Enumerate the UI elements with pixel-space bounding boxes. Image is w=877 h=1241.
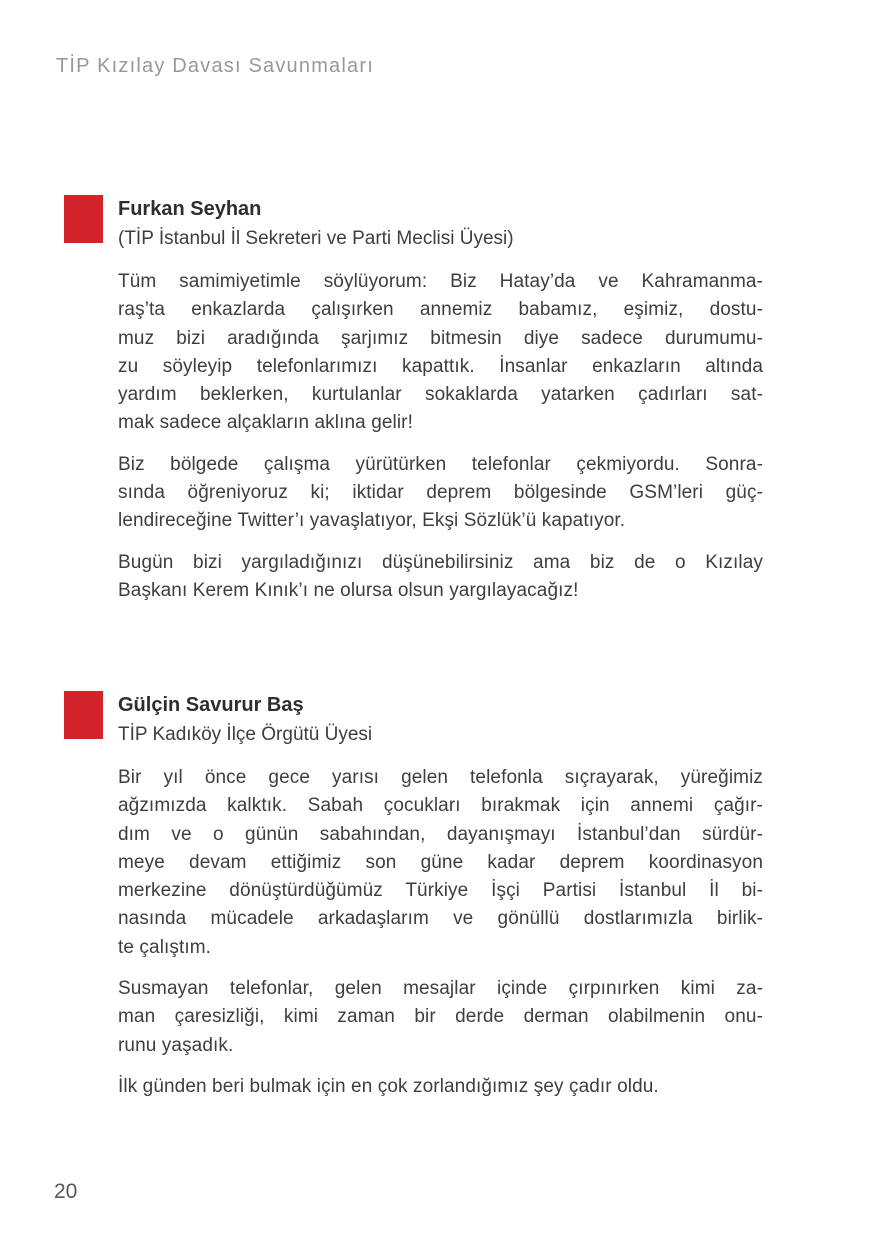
paragraph [118,451,763,536]
text-line: ağzımızda kalktık. Sabah çocukları bırakmak için annemi çağır- [118,795,763,817]
text-line: man çaresizliği, kimi zaman bir derde derman olabilmenin onu- [118,1006,763,1028]
text-line: dım ve o günün sabahından, dayanışmayı İstanbul’dan sürdür- [118,823,763,845]
text-line: Biz bölgede çalışma yürütürken telefonlar çekmiyordu. Sonra- [118,453,763,475]
paragraph [118,549,763,606]
speech-paragraphs [118,268,763,605]
text-line: sında öğreniyoruz ki; iktidar deprem bölgesinde GSM’leri güç- [118,482,763,504]
speaker-section-furkan-seyhan [64,194,764,605]
paragraph [118,975,763,1060]
text-line: runu yaşadık. [118,1034,234,1056]
speaker-name: Gülçin Savurur Baş [118,694,304,716]
paragraph [118,764,763,962]
text-line: meye devam ettiğimiz son güne kadar deprem koordinasyon [118,851,763,873]
speaker-name: Furkan Seyhan [118,198,262,220]
paragraph [118,268,763,438]
text-line: yardım beklerken, kurtulanlar sokaklarda yatarken çadırları sat- [118,384,763,406]
text-line: nasında mücadele arkadaşlarım ve gönüllü dostlarımızla birlik- [118,908,763,930]
text-line: Başkanı Kerem Kınık’ı ne olursa olsun yargılayacağız! [118,579,579,601]
page-number: 20 [54,1180,78,1203]
text-line: zu söyleyip telefonlarımızı kapattık. İnsanlar enkazların altında [118,355,763,377]
text-line: İlk günden beri bulmak için en çok zorlandığımız şey çadır oldu. [118,1075,659,1097]
paragraph [118,1073,763,1101]
text-line: Bir yıl önce gece yarısı gelen telefonla sıçrayarak, yüreğimiz [118,767,763,788]
text-line: Tüm samimiyetimle söylüyorum: Biz Hatay’da ve Kahramanma- [118,271,763,292]
speech-paragraphs [118,764,763,1101]
red-square-marker [64,691,103,739]
text-line: te çalıştım. [118,936,212,958]
text-line: muz bizi aradığında şarjımız bitmesin diye sadece durumumu- [118,327,763,349]
text-line: Bugün bizi yargıladığınızı düşünebilirsiniz ama biz de o Kızılay [118,551,763,573]
running-header: TİP Kızılay Davası Savunmaları [56,55,374,77]
speaker-title: (TİP İstanbul İl Sekreteri ve Parti Meclisi Üyesi) [118,228,514,249]
speaker-title: TİP Kadıköy İlçe Örgütü Üyesi [118,724,373,745]
text-line: Susmayan telefonlar, gelen mesajlar içinde çırpınırken kimi za- [118,978,763,1000]
red-square-marker [64,195,103,243]
text-line: lendireceğine Twitter’ı yavaşlatıyor, Ekşi Sözlük’ü kapatıyor. [118,510,626,532]
text-line: raş’ta enkazlarda çalışırken annemiz babamız, eşimiz, dostu- [118,299,763,321]
text-line: mak sadece alçakların aklına gelir! [118,412,413,434]
speaker-section-gulcin-savurur-bas [64,690,764,1101]
text-line: merkezine dönüştürdüğümüz Türkiye İşçi Partisi İstanbul İl bi- [118,880,763,902]
